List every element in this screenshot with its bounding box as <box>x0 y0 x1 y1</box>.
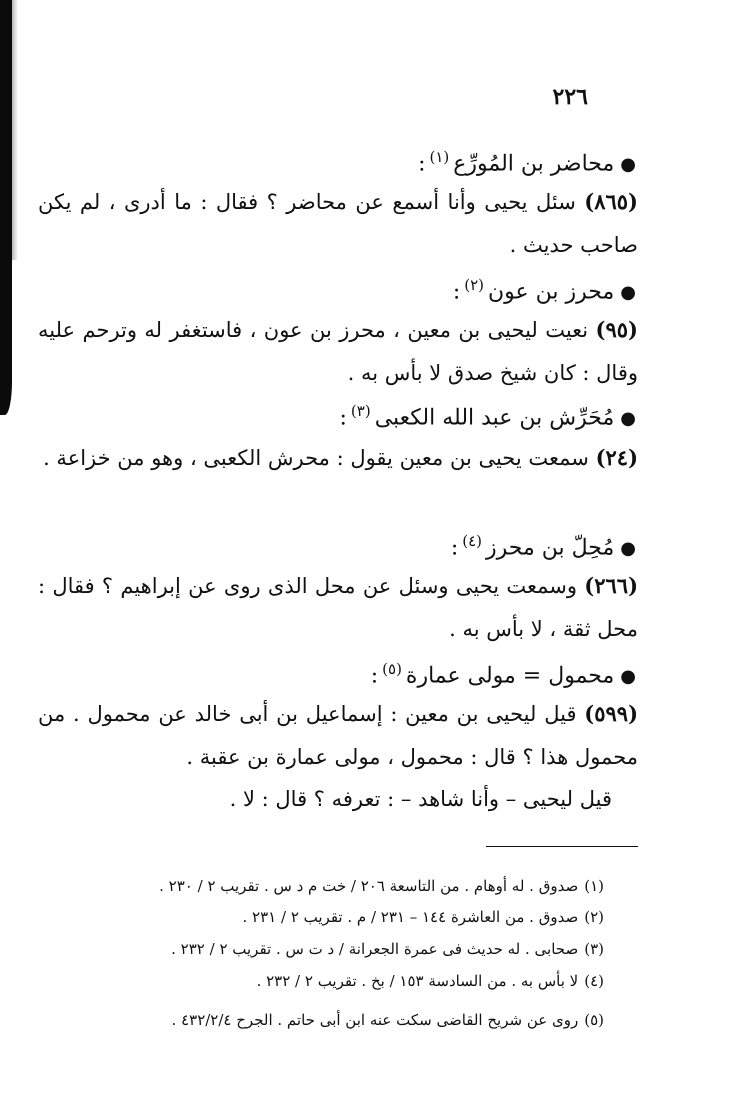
footnote-divider <box>486 846 638 847</box>
bullet-icon: ● <box>620 538 636 560</box>
footnote <box>38 905 604 929</box>
page-number: ٢٢٦ <box>552 84 588 110</box>
footnote-text: صدوق . من العاشرة ١٤٤ – ٢٣١ / م . تقريب ٢ / ٢٣١ . <box>242 908 579 926</box>
paragraph-text: سمعت يحيى بن معين يقول : محرش الكعبى ، وهو من خزاعة . <box>43 446 589 470</box>
entry-heading <box>38 654 636 692</box>
footnote-number: (٤) <box>584 972 604 990</box>
page-binding-edge <box>12 0 18 260</box>
paragraph-number: (٥٩٩) <box>584 701 638 726</box>
heading-colon: : <box>452 279 461 305</box>
heading-colon: : <box>370 663 379 689</box>
paragraph-number: (٢٤) <box>595 445 638 470</box>
entry-paragraph <box>38 180 638 267</box>
heading-colon: : <box>418 151 426 177</box>
entry-paragraph <box>38 778 612 821</box>
heading-text: مُحَرِّش بن عبد الله الكعبى <box>374 405 615 431</box>
footnote-ref: (٣) <box>350 402 371 420</box>
paragraph-text: نعيت ليحيى بن معين ، محرز بن عون ، فاستغفر له وترحم عليه وقال : كان شيخ صدق لا بأس به . <box>38 318 638 385</box>
heading-text: محمول = مولى عمارة <box>405 663 615 689</box>
entry-paragraph <box>38 436 638 480</box>
bullet-icon: ● <box>620 282 636 304</box>
footnote <box>38 874 604 898</box>
paragraph-number: (٨٦٥) <box>584 189 638 214</box>
bullet-icon: ● <box>620 154 636 176</box>
paragraph-text: سئل يحيى وأنا أسمع عن محاضر ؟ فقال : ما أدرى ، لم يكن صاحب حديث . <box>38 190 638 257</box>
footnote-number: (٣) <box>584 940 604 958</box>
heading-text: مُحِلّ بن محرز <box>486 535 615 561</box>
page-binding-shadow <box>0 0 12 415</box>
footnote-number: (٢) <box>584 908 604 926</box>
footnote <box>38 969 604 993</box>
footnote-ref: (١) <box>429 148 450 166</box>
footnote-text: روى عن شريح القاضى سكت عنه ابن أبى حاتم . الجرح ٤٣٢/٢/٤ . <box>171 1011 579 1029</box>
entry-heading <box>38 526 636 564</box>
paragraph-text: وسمعت يحيى وسئل عن محل الذى روى عن إبراهيم ؟ فقال : محل ثقة ، لا بأس به . <box>38 574 638 641</box>
footnote-ref: (٥) <box>382 660 402 678</box>
footnote-text: صحابى . له حديث فى عمرة الجعرانة / د ت س . تقريب ٢ / ٢٣٢ . <box>171 940 579 958</box>
paragraph-text: قيل ليحيى بن معين : إسماعيل بن أبى خالد عن محمول . من محمول هذا ؟ قال : محمول ، مولى عمارة بن عقبة . <box>38 702 638 769</box>
footnote-text: صدوق . له أوهام . من التاسعة ٢٠٦ / خت م د س . تقريب ٢ / ٢٣٠ . <box>159 877 579 895</box>
entry-paragraph <box>38 308 638 395</box>
book-page <box>38 0 638 1097</box>
paragraph-text: قيل ليحيى – وأنا شاهد – : تعرفه ؟ قال : لا . <box>229 787 612 811</box>
entry-heading <box>38 396 636 434</box>
footnote-ref: (٤) <box>462 532 483 550</box>
paragraph-number: (٩٥) <box>595 317 638 342</box>
footnote-number: (٥) <box>584 1011 604 1029</box>
entry-heading <box>38 270 636 308</box>
footnote-ref: (٢) <box>464 276 485 294</box>
paragraph-number: (٢٦٦) <box>584 573 638 598</box>
footnote-number: (١) <box>584 877 604 895</box>
footnote <box>38 1008 604 1032</box>
bullet-icon: ● <box>620 666 636 688</box>
heading-text: محرز بن عون <box>488 279 615 305</box>
bullet-icon: ● <box>620 408 636 430</box>
footnote <box>38 937 604 961</box>
heading-colon: : <box>339 405 347 431</box>
heading-colon: : <box>450 535 459 561</box>
heading-text: محاضر بن المُورِّع <box>453 151 615 177</box>
entry-paragraph <box>38 692 638 779</box>
footnote-text: لا بأس به . من السادسة ١٥٣ / بخ . تقريب ٢ / ٢٣٢ . <box>256 972 579 990</box>
entry-heading <box>38 142 636 180</box>
entry-paragraph <box>38 564 638 651</box>
